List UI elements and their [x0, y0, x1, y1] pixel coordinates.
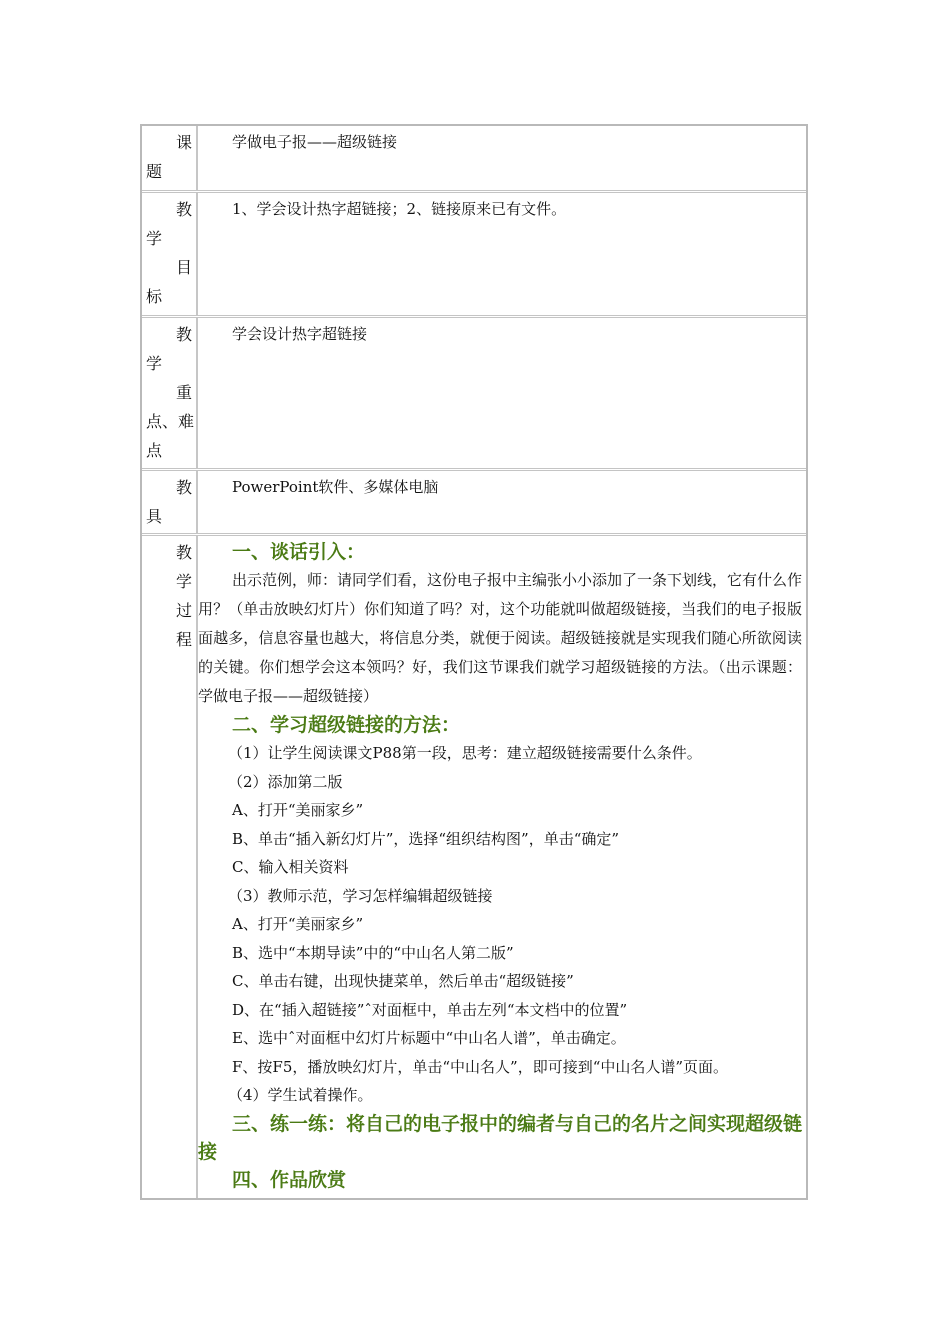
label-char: 题: [146, 162, 163, 181]
step-line: B、选中“本期导读”中的“中山名人第二版”: [232, 943, 514, 962]
step-line: （1）让学生阅读课文P88第一段，思考：建立超级链接需要什么条件。: [228, 744, 702, 762]
label-char: 教: [175, 325, 192, 344]
label-char: 学: [146, 229, 163, 248]
step-line: （2）添加第二版: [228, 772, 343, 791]
label-char: 具: [146, 507, 163, 526]
label-char: 教: [175, 478, 192, 497]
section-heading: 二、学习超级链接的方法：: [232, 714, 461, 736]
label-key-points: [142, 318, 198, 468]
step-line: B、单击“插入新幻灯片”，选择“组织结构图”，单击“确定”: [232, 829, 620, 848]
step-line: F、按F5，播放映幻灯片，单击“中山名人”，即可接到“中山名人谱”页面。: [232, 1057, 729, 1076]
label-goal: [142, 193, 198, 315]
step-line: （3）教师示范，学习怎样编辑超级链接: [228, 886, 493, 905]
content-process: [198, 536, 806, 1198]
content-goal: [198, 193, 806, 315]
label-char: 点、难: [146, 412, 195, 431]
label-char: 目: [175, 258, 192, 277]
step-line: A、打开“美丽家乡”: [232, 915, 364, 933]
step-line: A、打开“美丽家乡”: [232, 801, 364, 819]
content-topic: [198, 126, 806, 190]
row-tools: [142, 468, 806, 533]
step-line: C、单击右键，出现快捷菜单，然后单击“超级链接”: [232, 972, 574, 990]
row-topic: [142, 126, 806, 190]
step-line: E、选中ˆ对面框中幻灯片标题中“中山名人谱”，单击确定。: [232, 1029, 626, 1047]
topic-value: 学做电子报——超级链接: [232, 133, 398, 151]
section-heading: 四、作品欣赏: [232, 1168, 347, 1191]
tools-value: PowerPoint软件、多媒体电脑: [232, 478, 439, 496]
content-tools: [198, 471, 806, 533]
steps-list: [198, 739, 802, 1110]
row-key-points: [142, 315, 806, 468]
content-key-points: [198, 318, 806, 468]
label-char: 程: [175, 630, 192, 649]
key-points-value: 学会设计热字超链接: [232, 325, 368, 343]
section-heading: 一、谈话引入：: [232, 541, 366, 563]
label-char: 教: [175, 200, 192, 219]
label-char: 重: [175, 383, 192, 402]
label-char: 学: [146, 354, 163, 373]
step-line: （4）学生试着操作。: [228, 1086, 373, 1104]
label-process: [142, 536, 198, 1198]
goal-value: 1、学会设计热字超链接；2、链接原来已有文件。: [232, 200, 567, 218]
label-char: 过: [175, 601, 192, 620]
label-char: 点: [146, 441, 163, 460]
label-topic: [142, 126, 198, 190]
label-char: 教: [175, 543, 192, 562]
section-heading: 三、练一练：将自己的电子报中的编者与自己的名片之间实现超级链接: [198, 1112, 803, 1163]
step-line: D、在“插入超链接”ˆ对面框中，单击左列“本文档中的位置”: [232, 1000, 628, 1019]
section-paragraph: 出示范例，师：请同学们看，这份电子报中主编张小小添加了一条下划线，它有什么作用？（单击放映幻灯片）你们知道了吗？对，这个功能就叫做超级链接，当我们的电子报版面越多，信息容量也越大，将信息分类，就便于阅读。超级链接就是实现我们随心所欲阅读的关键。你们想学会这本领吗？好，我们这节课我们就学习超级链接的方法。（出示课题：学做电子报——超级链接）: [198, 571, 803, 705]
row-process: [142, 533, 806, 1198]
label-char: 学: [175, 572, 192, 591]
label-char: 标: [146, 287, 163, 306]
step-line: C、输入相关资料: [232, 858, 349, 876]
row-goal: [142, 190, 806, 315]
lesson-plan-table: [140, 124, 808, 1200]
label-char: 课: [175, 133, 192, 152]
label-tools: [142, 471, 198, 533]
